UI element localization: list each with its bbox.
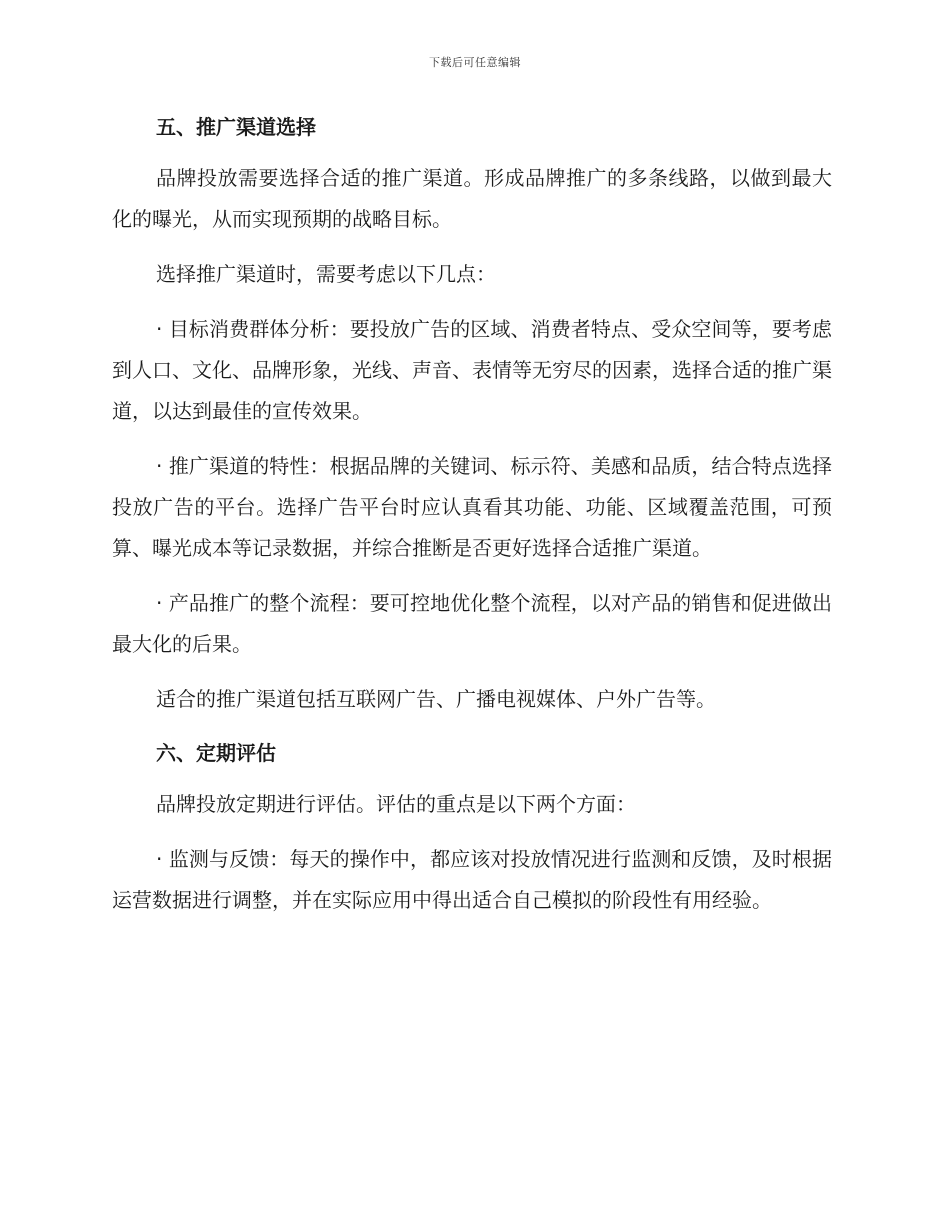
paragraph-suitable-channels: 适合的推广渠道包括互联网广告、广播电视媒体、户外广告等。	[156, 687, 716, 711]
bullet-channel-features: · 推广渠道的特性：根据品牌的关键词、标示符、美感和品质，结合特点选择投放广告的平台。选择广告平台时应认真看其功能、功能、区域覆盖范围，可预算、曝光成本等记录数据，并综合推断是否更好选择合适推广渠道。	[112, 454, 832, 560]
section-heading-channel: 五、推广渠道选择	[156, 115, 316, 139]
bullet-target-audience: · 目标消费群体分析：要投放广告的区域、消费者特点、受众空间等，要考虑到人口、文化、品牌形象，光线、声音、表情等无穷尽的因素，选择合适的推广渠道，以达到最佳的宣传效果。	[112, 317, 832, 423]
bullet-promotion-process: · 产品推广的整个流程：要可控地优化整个流程，以对产品的销售和促进做出最大化的后果。	[112, 591, 832, 656]
section-heading-evaluation: 六、定期评估	[156, 741, 276, 765]
bullet-monitoring-feedback: · 监测与反馈：每天的操作中，都应该对投放情况进行监测和反馈，及时根据运营数据进行调整，并在实际应用中得出适合自己模拟的阶段性有用经验。	[112, 847, 832, 912]
paragraph-evaluation-intro: 品牌投放定期进行评估。评估的重点是以下两个方面：	[156, 792, 636, 816]
paragraph-channel-intro: 品牌投放需要选择合适的推广渠道。形成品牌推广的多条线路，以做到最大化的曝光，从而实现预期的战略目标。	[112, 166, 832, 231]
paragraph-considerations: 选择推广渠道时，需要考虑以下几点：	[156, 262, 496, 286]
document-body	[112, 108, 832, 921]
page-header-note: 下载后可任意编辑	[429, 56, 521, 69]
